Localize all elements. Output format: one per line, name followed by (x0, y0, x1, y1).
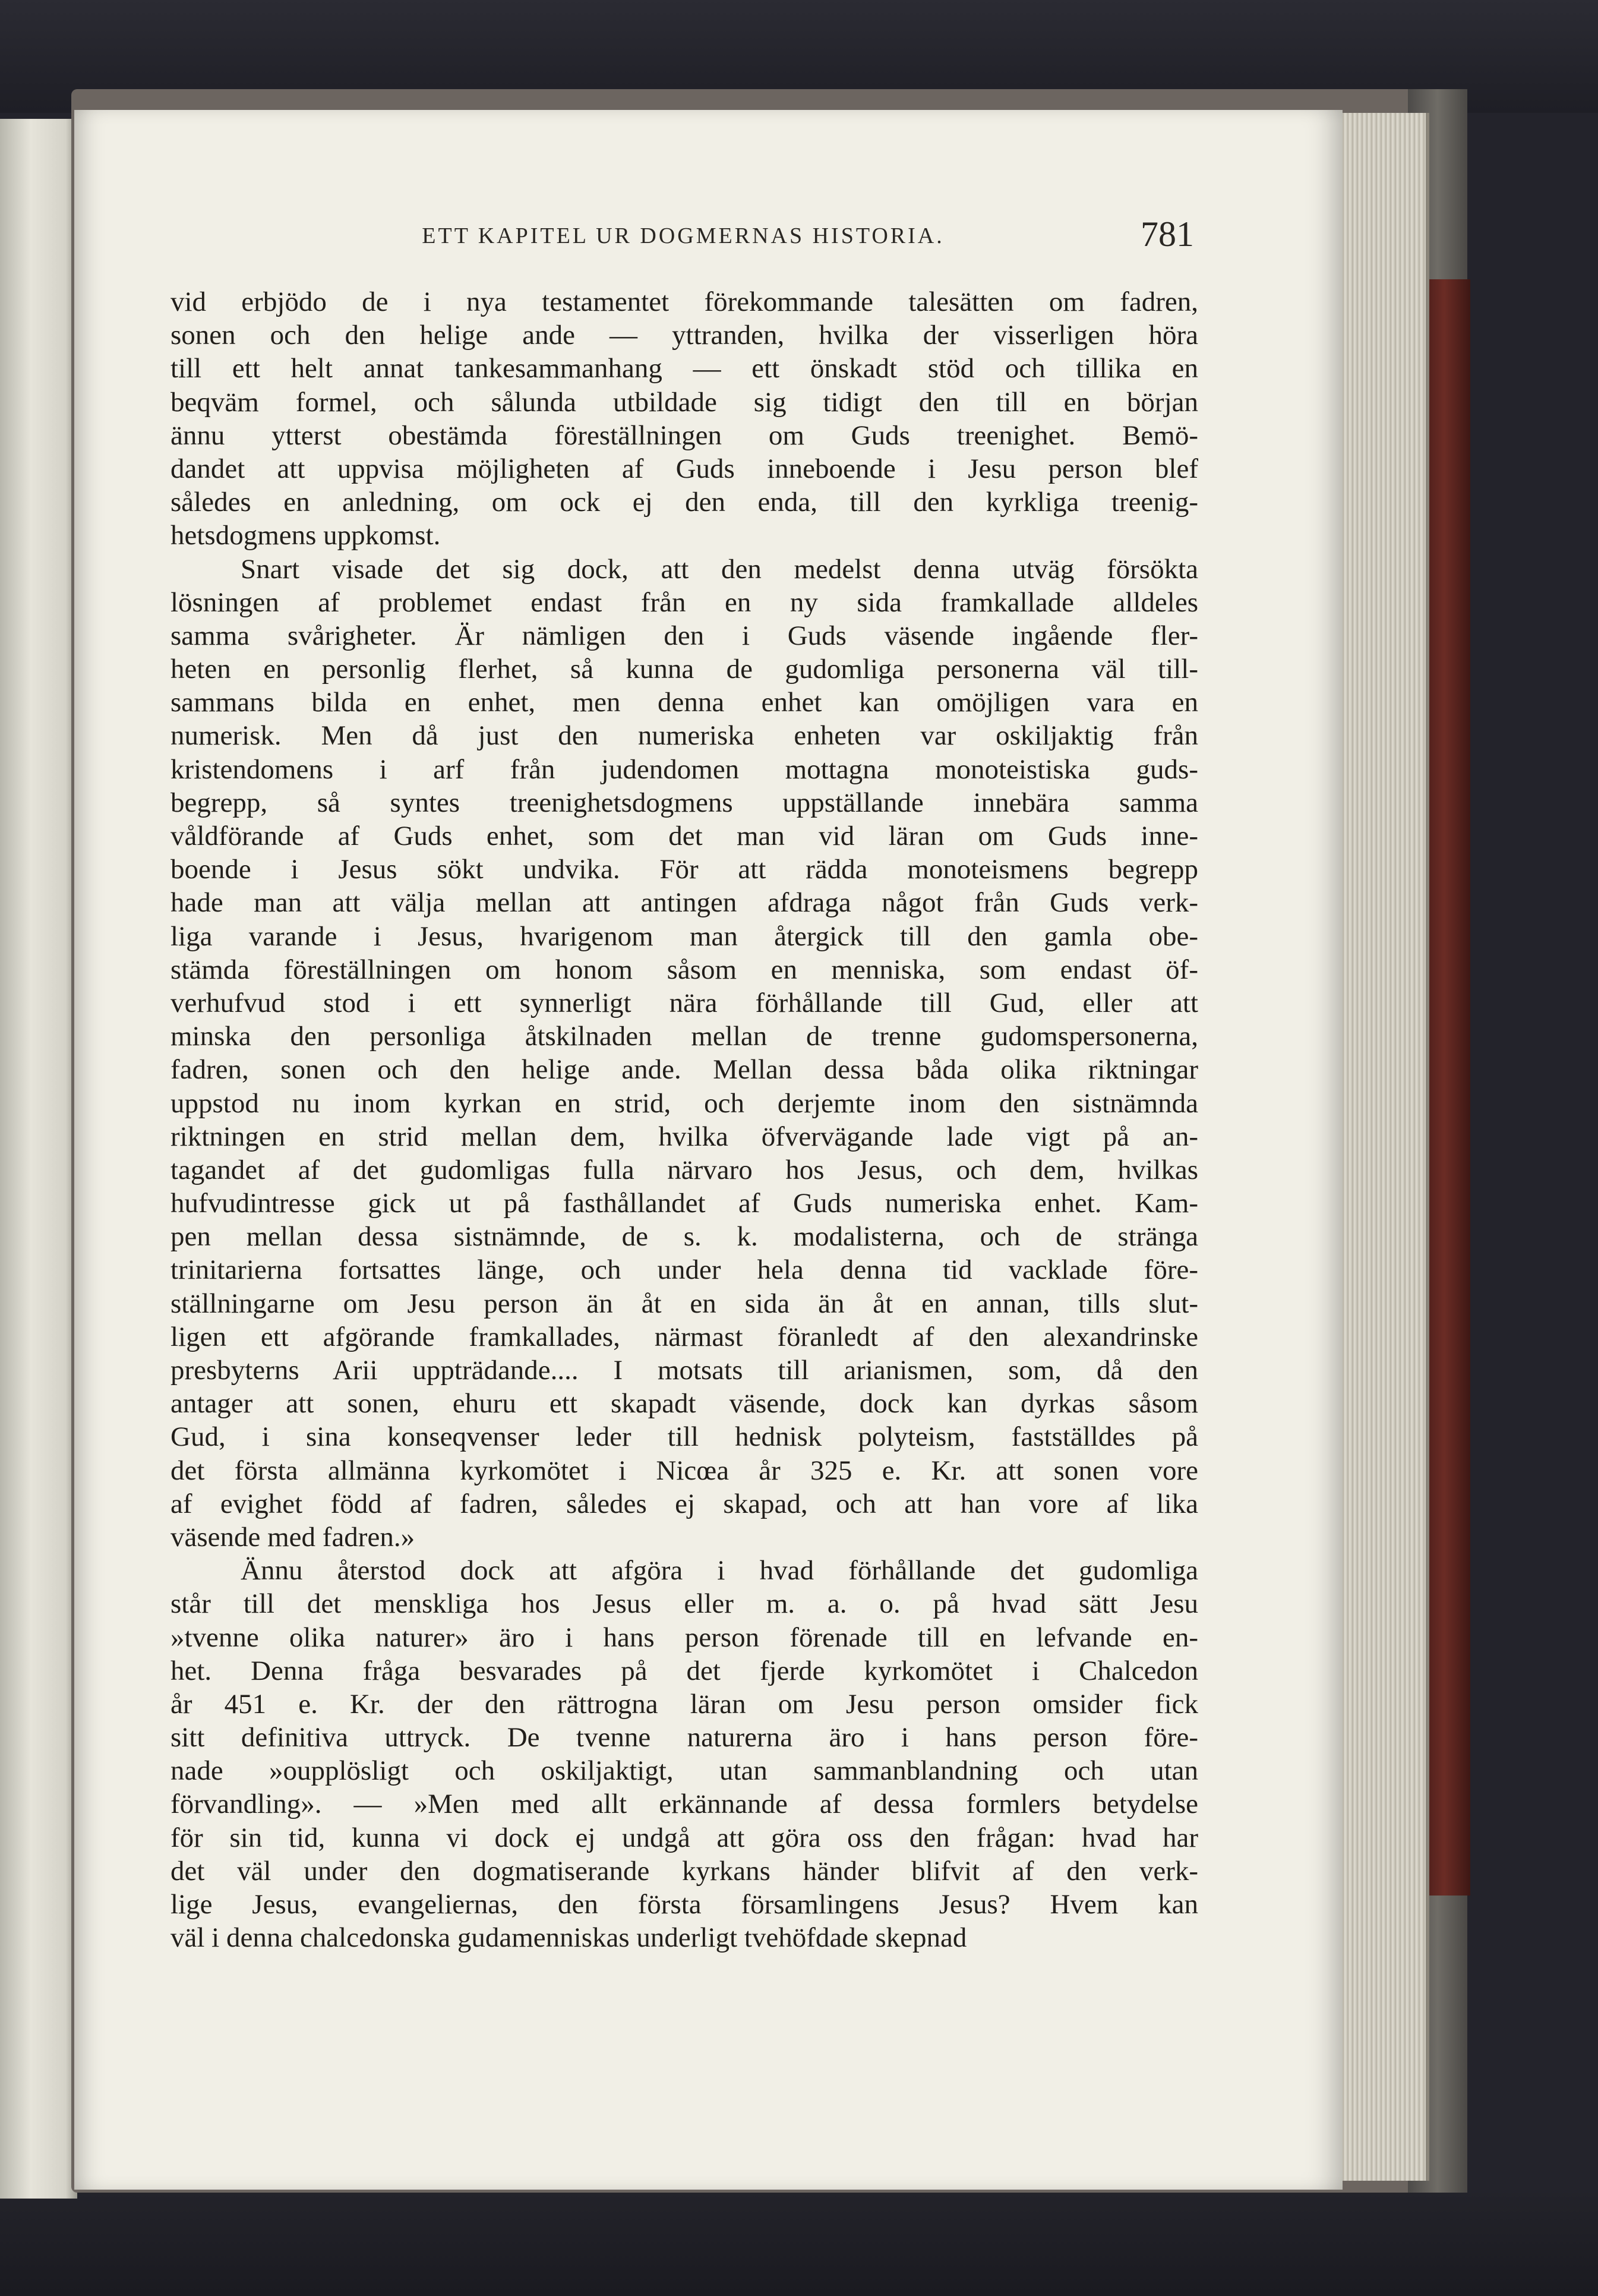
text-line: trinitarierna fortsattes länge, och under hela denna tid vacklade före- (170, 1254, 1198, 1286)
text-line: verhufvud stod i ett synnerligt nära förhållande till Gud, eller att (170, 987, 1198, 1018)
text-line: kristendomens i arf från judendomen mottagna monoteistiska guds- (170, 753, 1198, 785)
text-line: för sin tid, kunna vi dock ej undgå att göra oss den frågan: hvad har (170, 1822, 1198, 1853)
text-line: sitt definitiva uttryck. De tvenne naturerna äro i hans person före- (170, 1722, 1198, 1753)
text-line: »tvenne olika naturer» äro i hans person förenade till en lefvande en- (170, 1622, 1198, 1653)
text-line: uppstod nu inom kyrkan en strid, och derjemte inom den sistnämnda (170, 1087, 1198, 1119)
text-line: het. Denna fråga besvarades på det fjerde kyrkomötet i Chalcedon (170, 1655, 1198, 1686)
text-line: beqväm formel, och sålunda utbildade sig tidigt den till en början (170, 386, 1198, 418)
page-number: 781 (1141, 215, 1194, 254)
text-line: våldförande af Guds enhet, som det man vid läran om Guds inne- (170, 821, 1198, 851)
text-line: sonen och den helige ande — yttranden, hvilka der visserligen höra (170, 320, 1198, 351)
text-line: lösningen af problemet endast från en ny sida framkallade alldeles (170, 586, 1198, 618)
text-line: heten en personlig flerhet, så kunna de gudomliga personerna väl till- (170, 654, 1198, 685)
text-line: hufvudintresse gick ut på fasthållandet af Guds numeriska enhet. Kam- (170, 1188, 1198, 1219)
text-line: fadren, sonen och den helige ande. Mellan dessa båda olika riktningar (170, 1054, 1198, 1086)
text-line: hade man att välja mellan att antingen afdraga något från Guds verk- (170, 887, 1198, 919)
text-line: ännu ytterst obestämda föreställningen om Guds treenighet. Bemö- (170, 420, 1198, 451)
text-line: sammans bilda en enhet, men denna enhet kan omöjligen vara en (170, 687, 1198, 718)
text-line: tagandet af det gudomligas fulla närvaro hos Jesus, och dem, hvilkas (170, 1154, 1198, 1185)
text-line: väsende med fadren.» (170, 1521, 415, 1553)
text-line: Gud, i sina konseqvenser leder till hednisk polyteism, fastställdes på (170, 1421, 1198, 1453)
text-line: dandet att uppvisa möjligheten af Guds inneboende i Jesu person blef (170, 453, 1198, 484)
text-line: lige Jesus, evangeliernas, den första församlingens Jesus? Hvem kan (170, 1889, 1198, 1920)
running-head: ETT KAPITEL UR DOGMERNAS HISTORIA. (422, 223, 945, 248)
body-text (170, 285, 1198, 1954)
text-line: hetsdogmens uppkomst. (170, 520, 441, 551)
book-spine-leather (1423, 279, 1470, 1896)
text-line: presbyterns Arii uppträdande.... I motsats till arianismen, som, då den (170, 1355, 1198, 1386)
text-line: år 451 e. Kr. der den rättrogna läran om Jesu person omsider fick (170, 1688, 1198, 1720)
text-line: af evighet född af fadren, således ej skapad, och att han vore af lika (170, 1488, 1198, 1519)
text-line: begrepp, så syntes treenighetsdogmens uppställande innebära samma (170, 787, 1198, 818)
background-bottom (0, 2193, 1598, 2296)
text-line: Ännu återstod dock att afgöra i hvad förhållande det gudomliga (241, 1555, 1198, 1587)
text-line: pen mellan dessa sistnämnde, de s. k. modalisterna, och de stränga (170, 1221, 1198, 1253)
text-line: liga varande i Jesus, hvarigenom man återgick till den gamla obe- (170, 920, 1198, 952)
page-edges (1331, 113, 1429, 2181)
text-line: samma svårigheter. Är nämligen den i Guds väsende ingående fler- (170, 620, 1198, 651)
text-line: antager att sonen, ehuru ett skapadt väsende, dock kan dyrkas såsom (170, 1388, 1198, 1420)
text-line: ställningarne om Jesu person än åt en sida än åt en annan, tills slut- (170, 1288, 1198, 1319)
text-line: står till det menskliga hos Jesus eller m. a. o. på hvad sätt Jesu (170, 1588, 1198, 1620)
text-line: minska den personliga åtskilnaden mellan de trenne gudomspersonerna, (170, 1021, 1198, 1052)
text-line: således en anledning, om ock ej den enda, till den kyrkliga treenig- (170, 487, 1198, 518)
text-line: stämda föreställningen om honom såsom en menniska, som endast öf- (170, 954, 1198, 985)
text-line: väl i denna chalcedonska gudamenniskas underligt tvehöfdade skepnad (170, 1922, 967, 1954)
text-line: det väl under den dogmatiserande kyrkans händer blifvit af den verk- (170, 1855, 1198, 1887)
text-line: numerisk. Men då just den numeriska enheten var oskiljaktig från (170, 720, 1198, 752)
text-line: nade »oupplösligt och oskiljaktigt, utan sammanblandning och utan (170, 1755, 1198, 1787)
text-line: riktningen en strid mellan dem, hvilka öfvervägande lade vigt på an- (170, 1121, 1198, 1152)
text-line: ligen ett afgörande framkallades, närmast föranledt af den alexandrinske (170, 1321, 1198, 1352)
text-line: det första allmänna kyrkomötet i Nicœa år 325 e. Kr. att sonen vore (170, 1455, 1198, 1486)
text-line: förvandling». — »Men med allt erkännande af dessa formlers betydelse (170, 1789, 1198, 1820)
text-line: vid erbjödo de i nya testamentet förekommande talesätten om fadren, (170, 286, 1198, 317)
text-line: boende i Jesus sökt undvika. För att rädda monoteismens begrepp (170, 854, 1198, 885)
text-line: Snart visade det sig dock, att den medelst denna utväg försökta (241, 553, 1198, 585)
text-line: till ett helt annat tankesammanhang — ett önskadt stöd och tillika en (170, 353, 1198, 384)
left-page-edge (0, 119, 77, 2199)
